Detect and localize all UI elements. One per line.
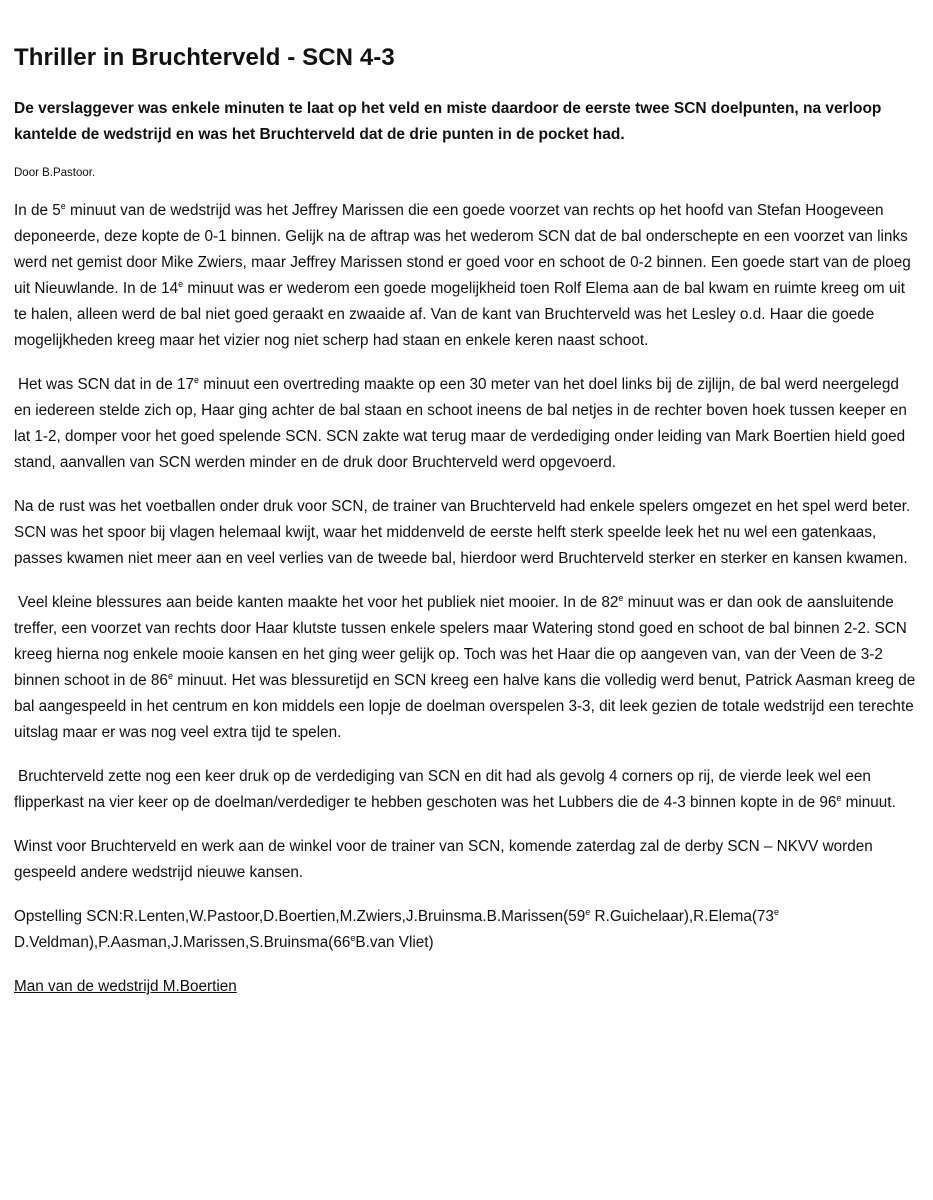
superscript: e [618, 592, 624, 603]
man-of-the-match: Man van de wedstrijd M.Boertien [14, 978, 237, 995]
text-run: D.Veldman),P.Aasman,J.Marissen,S.Bruinsma(66 [14, 934, 351, 951]
superscript: e [836, 792, 842, 803]
text-run: minuut was er dan ook de aansluitende treffer, een voorzet van rechts door Haar klutste tussen enkele spelers maar Watering stond goed en schoot de bal binnen 2-2. SCN kreeg hierna nog enkele mooie kansen en het ging weer gelijk op. Toch was het Haar die op aangeven van, van der Veen de 3-2 binnen schoot in de 86 [14, 594, 907, 689]
superscript: e [350, 932, 356, 943]
superscript: e [60, 200, 66, 211]
paragraph-6: Winst voor Bruchterveld en werk aan de winkel voor de trainer van SCN, komende zaterdag zal de derby SCN – NKVV worden gespeeld andere wedstrijd nieuwe kansen. [14, 838, 873, 881]
text-run: Het was SCN dat in de 17 [18, 376, 195, 393]
superscript: e [167, 670, 173, 681]
article [14, 38, 919, 1000]
paragraph-2 [14, 372, 919, 476]
paragraph-3: Na de rust was het voetballen onder druk voor SCN, de trainer van Bruchterveld had enkele spelers omgezet en het spel werd beter. SCN was het spoor bij vlagen helemaal kwijt, waar het middenveld de eerste helft sterk speelde leek het nu wel een gatenkaas, passes kwamen niet meer aan en veel verlies van de tweede bal, hierdoor werd Bruchterveld sterker en sterker en kansen kwamen. [14, 498, 911, 567]
text-run: R.Guichelaar),R.Elema(73 [590, 908, 774, 925]
text-run: minuut. Het was blessuretijd en SCN kreeg een halve kans die volledig werd benut, Patrick Aasman kreeg de bal aangespeeld in het centrum en kon middels een lopje de doelman overspelen 3-3, dit leek gezien de totale wedstrijd een terechte uitslag maar er was nog veel extra tijd te spelen. [14, 672, 916, 741]
text-run: Opstelling SCN:R.Lenten,W.Pastoor,D.Boertien,M.Zwiers,J.Bruinsma.B.Marissen(59 [14, 908, 586, 925]
text-run: minuut. [841, 794, 896, 811]
superscript: e [773, 906, 779, 917]
paragraph-5 [14, 764, 919, 816]
text-run: minuut een overtreding maakte op een 30 meter van het doel links bij de zijlijn, de bal werd neergelegd en iedereen stelde zich op, Haar ging achter de bal staan en schoot ineens de bal netjes in de rechter boven hoek tussen keeper en lat 1-2, domper voor het goed spelende SCN. SCN zakte wat terug maar de verdediging onder leiding van Mark Boertien hield goed stand, aanvallen van SCN werden minder en de druk door Bruchterveld werd opgevoerd. [14, 376, 907, 471]
article-title: Thriller in Bruchterveld - SCN 4-3 [14, 44, 395, 71]
article-lead: De verslaggever was enkele minuten te laat op het veld en miste daardoor de eerste twee SCN doelpunten, na verloop kantelde de wedstrijd en was het Bruchterveld dat de drie punten in de pocket had. [14, 100, 882, 143]
text-run: In de 5 [14, 202, 61, 219]
paragraph-4 [14, 590, 919, 746]
superscript: e [585, 906, 591, 917]
paragraph-1 [14, 198, 919, 354]
superscript: e [194, 374, 200, 385]
text-run: minuut van de wedstrijd was het Jeffrey Marissen die een goede voorzet van rechts op het hoofd van Stefan Hoogeveen deponeerde, deze kopte de 0-1 binnen. Gelijk na de aftrap was het wederom SCN dat de bal onderschepte en een voorzet van links werd net gemist door Mike Zwiers, maar Jeffrey Marissen stond er goed voor en schoot de 0-2 binnen. Een goede start van de ploeg uit Nieuwlande. In de 14 [14, 202, 911, 297]
lineup [14, 904, 919, 956]
text-run: B.van Vliet) [355, 934, 434, 951]
text-run: minuut was er wederom een goede mogelijkheid toen Rolf Elema aan de bal kwam en ruimte kreeg om uit te halen, alleen werd de bal niet goed geraakt en zwaaide af. Van de kant van Bruchterveld was het Lesley o.d. Haar die goede mogelijkheden kreeg maar het vizier nog niet scherp had staan en enkele keren naast schoot. [14, 280, 906, 349]
superscript: e [178, 278, 184, 289]
text-run: Bruchterveld zette nog een keer druk op de verdediging van SCN en dit had als gevolg 4 corners op rij, de vierde leek wel een flipperkast na vier keer op de doelman/verdediger te hebben geschoten was het Lubbers die de 4-3 binnen kopte in de 96 [14, 768, 871, 811]
article-byline: Door B.Pastoor. [14, 167, 96, 179]
text-run: Veel kleine blessures aan beide kanten maakte het voor het publiek niet mooier. In de 82 [18, 594, 619, 611]
